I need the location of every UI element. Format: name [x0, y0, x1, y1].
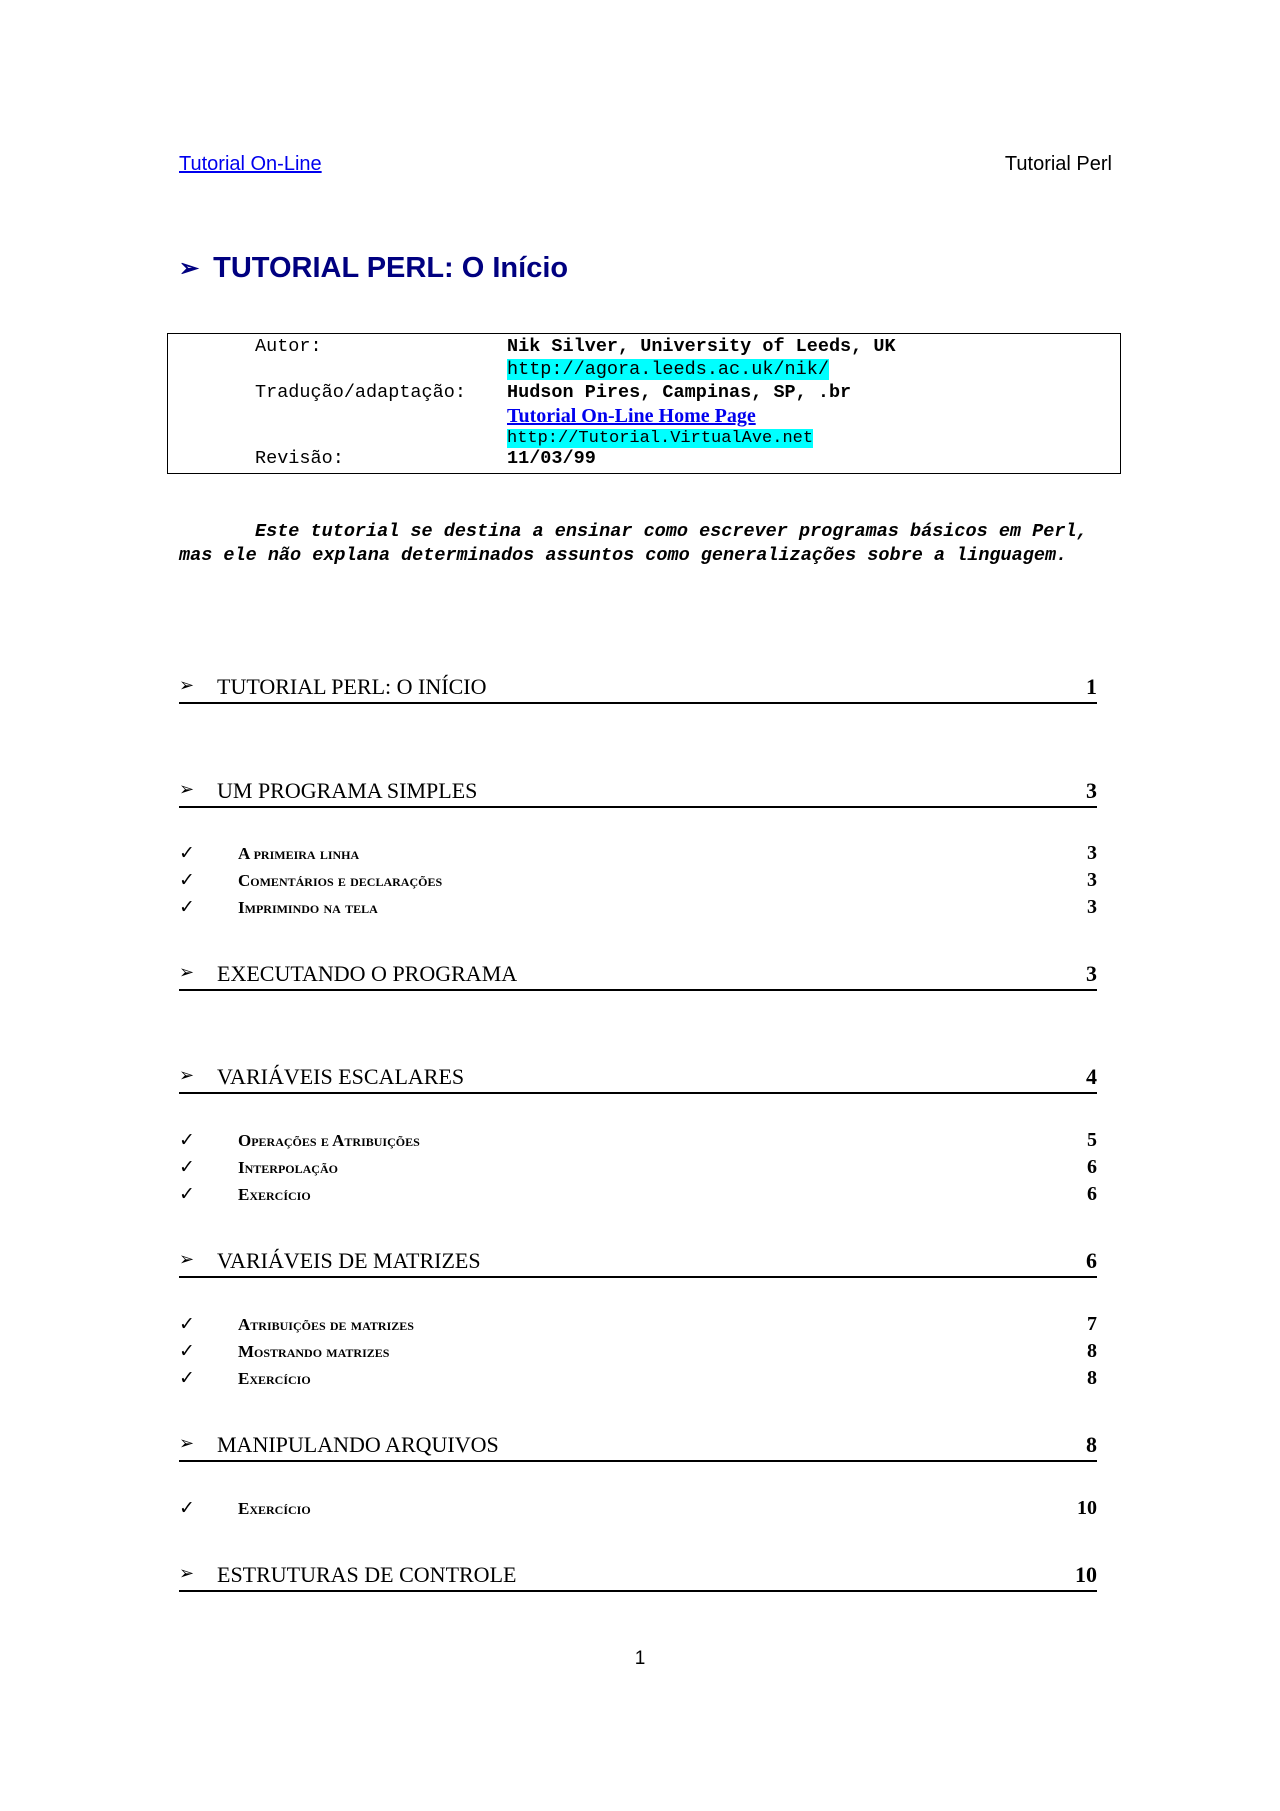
toc-entry-label: Exercício	[238, 1499, 311, 1518]
checkmark-icon: ✓	[179, 1497, 195, 1519]
header-title: Tutorial Perl	[1004, 153, 1112, 175]
toc-entry-label: Exercício	[238, 1369, 311, 1388]
checkmark-icon: ✓	[179, 869, 195, 891]
arrow-bullet-icon: ➢	[179, 1249, 195, 1270]
toc-entry-page: 10	[1077, 1497, 1097, 1519]
toc-subsection-entry[interactable]	[179, 869, 1097, 895]
arrow-bullet-icon: ➢	[179, 1433, 195, 1454]
toc-entry-label: MANIPULANDO ARQUIVOS	[217, 1432, 499, 1457]
toc-section-entry[interactable]	[179, 1562, 1097, 1592]
info-box	[167, 333, 1121, 474]
homepage-url[interactable]: http://Tutorial.VirtualAve.net	[507, 429, 814, 448]
toc-entry-page: 7	[1087, 1313, 1097, 1335]
toc-subsection-entry[interactable]	[179, 1156, 1097, 1182]
revision-row	[168, 448, 1120, 471]
toc-entry-label: Imprimindo na tela	[238, 898, 378, 917]
toc-entry-page: 1	[1086, 674, 1097, 699]
toc-entry-page: 6	[1087, 1183, 1097, 1205]
toc-entry-label: VARIÁVEIS ESCALARES	[217, 1064, 465, 1089]
arrow-bullet-icon: ➢	[179, 255, 200, 282]
toc-entry-label: TUTORIAL PERL: O INÍCIO	[217, 674, 487, 699]
toc-entry-label: VARIÁVEIS DE MATRIZES	[217, 1248, 481, 1273]
author-row	[168, 336, 1120, 359]
translation-label: Tradução/adaptação:	[255, 382, 466, 403]
toc-entry-label: EXECUTANDO O PROGRAMA	[217, 961, 518, 986]
page-number: 1	[634, 1648, 646, 1669]
homepage-row	[168, 405, 1120, 428]
checkmark-icon: ✓	[179, 842, 195, 864]
toc-entry-label: Operações e Atribuições	[238, 1131, 420, 1150]
toc-entry-label: Exercício	[238, 1185, 311, 1204]
toc-entry-page: 3	[1086, 961, 1097, 986]
toc-subsection-entry[interactable]	[179, 896, 1097, 922]
toc-entry-label: Interpolação	[238, 1158, 338, 1177]
toc-entry-page: 6	[1087, 1156, 1097, 1178]
toc-entry-page: 3	[1087, 896, 1097, 918]
revision-value: 11/03/99	[507, 448, 596, 469]
toc-entry-page: 3	[1086, 778, 1097, 803]
toc-entry-page: 8	[1087, 1340, 1097, 1362]
toc-subsection-entry[interactable]	[179, 842, 1097, 868]
checkmark-icon: ✓	[179, 1129, 195, 1151]
toc-entry-page: 3	[1087, 842, 1097, 864]
toc-entry-label: A primeira linha	[238, 844, 360, 863]
toc-section-entry[interactable]	[179, 674, 1097, 704]
checkmark-icon: ✓	[179, 896, 195, 918]
toc-subsection-entry[interactable]	[179, 1367, 1097, 1393]
author-value: Nik Silver, University of Leeds, UK	[507, 336, 896, 357]
toc-entry-page: 6	[1086, 1248, 1097, 1273]
translation-value: Hudson Pires, Campinas, SP, .br	[507, 382, 852, 403]
tutorial-online-link[interactable]: Tutorial On-Line	[179, 153, 322, 175]
toc-entry-label: UM PROGRAMA SIMPLES	[217, 778, 478, 803]
toc-entry-page: 10	[1075, 1562, 1097, 1587]
toc-section-entry[interactable]	[179, 778, 1097, 808]
author-url-row	[168, 359, 1120, 382]
toc-entry-label: Mostrando matrizes	[238, 1342, 390, 1361]
toc-entry-label: ESTRUTURAS DE CONTROLE	[217, 1562, 517, 1587]
toc-entry-page: 8	[1086, 1432, 1097, 1457]
intro-text: Este tutorial se destina a ensinar como escrever programas básicos em Perl, mas ele não explana determinados assuntos como generalizações sobre a linguagem.	[179, 521, 1088, 566]
toc-entry-label: Comentários e declarações	[238, 871, 443, 890]
page-title-text: TUTORIAL PERL: O Início	[213, 252, 569, 284]
toc-entry-page: 8	[1087, 1367, 1097, 1389]
toc-section-entry[interactable]	[179, 961, 1097, 991]
checkmark-icon: ✓	[179, 1340, 195, 1362]
checkmark-icon: ✓	[179, 1156, 195, 1178]
arrow-bullet-icon: ➢	[179, 779, 195, 800]
toc-subsection-entry[interactable]	[179, 1313, 1097, 1339]
toc-entry-page: 4	[1086, 1064, 1097, 1089]
author-url[interactable]: http://agora.leeds.ac.uk/nik/	[507, 359, 829, 380]
toc-subsection-entry[interactable]	[179, 1340, 1097, 1366]
intro-paragraph	[179, 520, 1099, 567]
checkmark-icon: ✓	[179, 1183, 195, 1205]
homepage-link[interactable]: Tutorial On-Line Home Page	[507, 405, 756, 427]
toc-entry-page: 5	[1087, 1129, 1097, 1151]
toc-subsection-entry[interactable]	[179, 1183, 1097, 1209]
toc-subsection-entry[interactable]	[179, 1497, 1097, 1523]
author-label: Autor:	[255, 336, 322, 357]
toc-section-entry[interactable]	[179, 1064, 1097, 1094]
translation-row	[168, 382, 1120, 405]
revision-label: Revisão:	[255, 448, 344, 469]
arrow-bullet-icon: ➢	[179, 1065, 195, 1086]
toc-section-entry[interactable]	[179, 1432, 1097, 1462]
page-title	[179, 252, 568, 285]
toc-section-entry[interactable]	[179, 1248, 1097, 1278]
toc-subsection-entry[interactable]	[179, 1129, 1097, 1155]
toc-entry-page: 3	[1087, 869, 1097, 891]
arrow-bullet-icon: ➢	[179, 1563, 195, 1584]
checkmark-icon: ✓	[179, 1367, 195, 1389]
checkmark-icon: ✓	[179, 1313, 195, 1335]
arrow-bullet-icon: ➢	[179, 675, 195, 696]
toc-entry-label: Atribuições de matrizes	[238, 1315, 414, 1334]
arrow-bullet-icon: ➢	[179, 962, 195, 983]
